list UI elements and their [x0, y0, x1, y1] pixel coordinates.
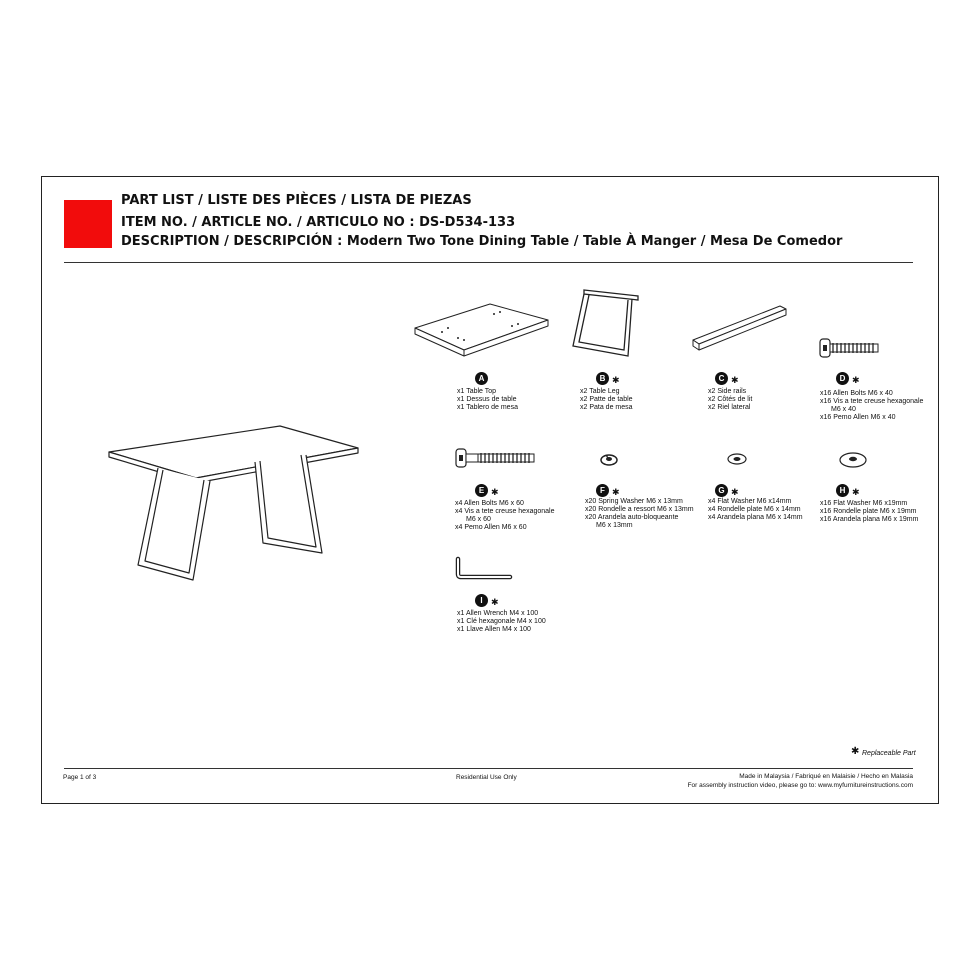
description-value: Modern Two Tone Dining Table / Table À Manger / Mesa De Comedor	[346, 234, 843, 249]
part-badge-i: I	[475, 594, 488, 607]
part-badge-f: F	[596, 484, 609, 497]
assembled-table-illustration	[100, 420, 370, 590]
spring-washer-illustration	[598, 451, 620, 467]
made-in-note: Made in Malaysia / Fabriqué en Malaisie / Hecho en Malasia	[739, 773, 913, 780]
replaceable-star-icon: ✱	[852, 487, 860, 497]
part-f-description: x20 Spring Washer M6 x 13mm x20 Rondelle a ressort M6 x 13mm x20 Arandela auto-bloqueante M6 x 13mm	[585, 498, 694, 529]
part-g-description: x4 Flat Washer M6 x14mm x4 Rondelle plate M6 x 14mm x4 Arandela plana M6 x 14mm	[708, 498, 803, 521]
replaceable-star-icon: ✱	[491, 487, 499, 497]
item-number-label: ITEM NO. / ARTICLE NO. / ARTICULO NO :	[121, 215, 415, 230]
usage-note: Residential Use Only	[456, 774, 517, 781]
header-divider	[64, 262, 913, 263]
part-badge-b: B	[596, 372, 609, 385]
part-b-description: x2 Table Leg x2 Patte de table x2 Pata de mesa	[580, 388, 633, 411]
assembly-video-note: For assembly instruction video, please go to: www.myfurnitureinstructions.com	[687, 782, 913, 789]
part-h-description: x16 Flat Washer M6 x19mm x16 Rondelle plate M6 x 19mm x16 Arandela plana M6 x 19mm	[820, 500, 919, 523]
part-badge-g: G	[715, 484, 728, 497]
brand-color-block	[64, 200, 112, 248]
replaceable-star-icon: ✱	[491, 597, 499, 607]
legend-star-icon: ✱	[851, 746, 860, 757]
replaceable-part-legend: Replaceable Part	[862, 750, 916, 757]
part-d-description: x16 Allen Bolts M6 x 40 x16 Vis a tete creuse hexagonale M6 x 40 x16 Pemo Allen M6 x 40	[820, 390, 924, 421]
replaceable-star-icon: ✱	[612, 375, 620, 385]
item-number-value: DS-D534-133	[419, 215, 516, 230]
part-badge-d: D	[836, 372, 849, 385]
description-label: DESCRIPTION / DESCRIPCIÓN :	[121, 234, 343, 249]
part-i-description: x1 Allen Wrench M4 x 100 x1 Clé hexagonale M4 x 100 x1 Llave Allen M4 x 100	[457, 610, 546, 633]
replaceable-star-icon: ✱	[612, 487, 620, 497]
replaceable-star-icon: ✱	[731, 487, 739, 497]
part-e-description: x4 Allen Bolts M6 x 60 x4 Vis a tete creuse hexagonale M6 x 60 x4 Pemo Allen M6 x 60	[455, 500, 555, 531]
part-badge-a: A	[475, 372, 488, 385]
footer-divider	[64, 768, 913, 769]
page-number: Page 1 of 3	[63, 774, 97, 781]
table-top-illustration	[412, 300, 552, 360]
allen-bolt-40-illustration	[818, 336, 880, 360]
part-a-description: x1 Table Top x1 Dessus de table x1 Tablero de mesa	[457, 388, 518, 411]
table-leg-illustration	[570, 286, 645, 358]
replaceable-star-icon: ✱	[731, 375, 739, 385]
flat-washer-19-illustration	[837, 450, 869, 470]
description-line	[121, 234, 842, 249]
replaceable-star-icon: ✱	[852, 375, 860, 385]
flat-washer-14-illustration	[725, 451, 749, 467]
part-c-description: x2 Side rails x2 Côtés de lit x2 Riel lateral	[708, 388, 753, 411]
part-badge-h: H	[836, 484, 849, 497]
allen-wrench-illustration	[454, 556, 516, 580]
part-badge-c: C	[715, 372, 728, 385]
side-rail-illustration	[690, 302, 790, 356]
allen-bolt-60-illustration	[454, 446, 538, 470]
item-number-line	[121, 215, 515, 230]
part-list-title: PART LIST / LISTE DES PIÈCES / LISTA DE PIEZAS	[121, 193, 472, 208]
part-badge-e: E	[475, 484, 488, 497]
